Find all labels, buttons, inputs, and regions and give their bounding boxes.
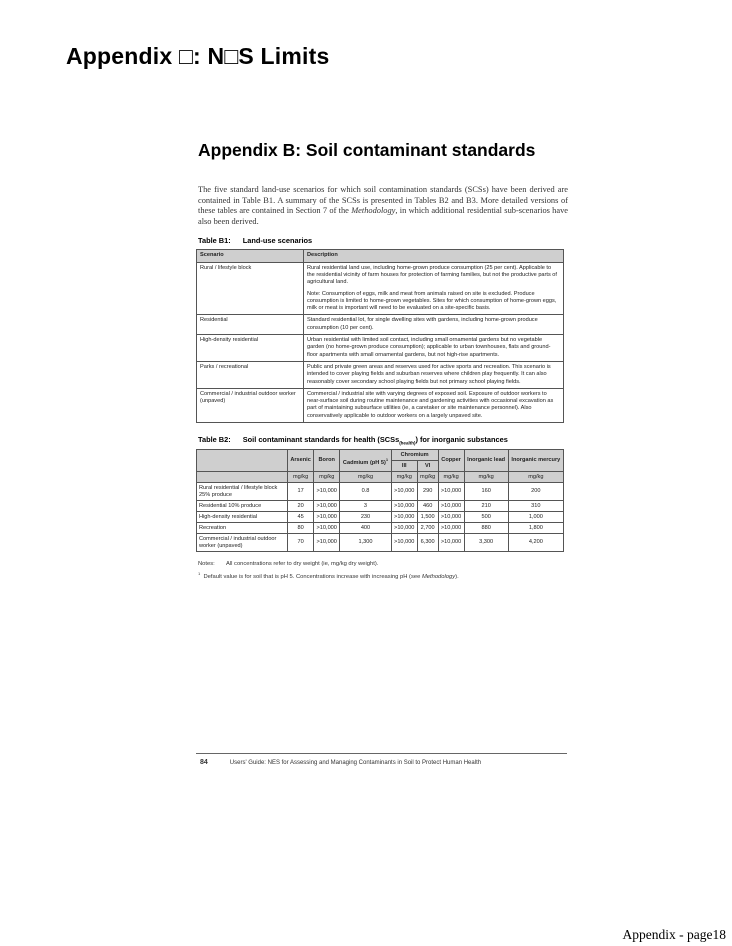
value-cell: 20	[288, 501, 314, 512]
unit-cell: mg/kg	[288, 472, 314, 483]
intro-paragraph: The five standard land-use scenarios for which soil contamination standards (SCSs) have been derived are contained in Table B1. A summary of the SCSs is presented in Tables B2 and B3. More detailed versions of these tables are contained in Section 7 of the Methodology, in which additional residential sub-scenarios have also been derived.	[198, 185, 568, 226]
description-cell: Commercial / industrial site with varying degrees of exposed soil. Exposure of outdoor workers to near-surface soil during routine maintenance and gardening activities with occasional excavation as part of maintaining subsurface utilities (ie, a caretaker or site maintenance personnel). Also conservatively applicable to outdoor workers on a largely unpaved site.	[304, 388, 564, 422]
description-cell: Urban residential with limited soil contact, including small ornamental gardens but no vegetable garden (no home-grown produce consumption); applicable to urban townhouses, flats and ground-floor apartments with small ornamental gardens, but not high-rise apartments.	[304, 335, 564, 362]
table-row	[197, 534, 564, 552]
value-cell: 1,300	[340, 534, 391, 552]
footer-divider	[196, 753, 567, 754]
unit-cell: mg/kg	[464, 472, 508, 483]
page-footer: Appendix - page18	[622, 927, 726, 942]
header-chromium: Chromium	[391, 450, 438, 461]
table-row	[197, 361, 564, 388]
scenario-cell: Parks / recreational	[197, 361, 304, 388]
embedded-footer	[200, 759, 481, 766]
description-cell: Rural residential land use, including home-grown produce consumption (25 per cent). Applicable to the residential vicinity of farm houses for protection of farming families, but not the productive parts of agricultural land. Note: Consumption of eggs, milk and meat from animals raised on site is excluded. Produce consumption is limited to home-grown vegetables. Sites for which consumption of home-grown eggs, milk or meat is important will need to be evaluated on a site-specific basis.	[304, 262, 564, 315]
value-cell: 160	[464, 483, 508, 501]
table-row	[197, 388, 564, 422]
table-b1	[196, 249, 564, 423]
value-cell: 6,300	[417, 534, 438, 552]
embedded-footer-text: Users' Guide: NES for Assessing and Managing Contaminants in Soil to Protect Human Health	[229, 760, 482, 766]
table-row	[197, 335, 564, 362]
value-cell: 200	[508, 483, 563, 501]
row-label: Recreation	[197, 523, 288, 534]
value-cell: >10,000	[314, 534, 340, 552]
page-heading: Appendix □: N□S Limits	[66, 43, 330, 69]
row-label: High-density residential	[197, 512, 288, 523]
scenario-cell: Rural / lifestyle block	[197, 262, 304, 315]
value-cell: >10,000	[391, 534, 417, 552]
row-label: Rural residential / lifestyle block 25% produce	[197, 483, 288, 501]
value-cell: >10,000	[391, 523, 417, 534]
value-cell: >10,000	[314, 512, 340, 523]
scenario-cell: High-density residential	[197, 335, 304, 362]
value-cell: 1,500	[417, 512, 438, 523]
embedded-title: Appendix B: Soil contaminant standards	[198, 140, 536, 160]
embedded-document-image	[196, 140, 568, 582]
value-cell: 500	[464, 512, 508, 523]
unit-cell: mg/kg	[391, 472, 417, 483]
header-scenario: Scenario	[197, 250, 304, 262]
value-cell: 290	[417, 483, 438, 501]
table-row	[197, 262, 564, 315]
header-arsenic: Arsenic	[288, 450, 314, 472]
embedded-page-number: 84	[200, 759, 208, 766]
value-cell: >10,000	[314, 483, 340, 501]
unit-cell: mg/kg	[417, 472, 438, 483]
value-cell: >10,000	[438, 483, 464, 501]
table-b1-caption: Table B1: Land-use scenarios	[198, 236, 313, 246]
table-row	[197, 501, 564, 512]
value-cell: 4,200	[508, 534, 563, 552]
value-cell: 80	[288, 523, 314, 534]
value-cell: 3	[340, 501, 391, 512]
value-cell: >10,000	[391, 483, 417, 501]
value-cell: 880	[464, 523, 508, 534]
value-cell: >10,000	[314, 501, 340, 512]
header-description: Description	[304, 250, 564, 262]
table-b2-notes: Notes: All concentrations refer to dry weight (ie, mg/kg dry weight). $^1$ Default value is for soil that is pH 5. Concentrations increase with increasing pH (see Methodology).	[198, 561, 459, 581]
value-cell: >10,000	[438, 501, 464, 512]
value-cell: 400	[340, 523, 391, 534]
header-chromium-iii: III	[391, 461, 417, 472]
table-row	[197, 512, 564, 523]
value-cell: 310	[508, 501, 563, 512]
table-row	[197, 315, 564, 335]
value-cell: 1,800	[508, 523, 563, 534]
value-cell: 0.8	[340, 483, 391, 501]
header-copper: Copper	[438, 450, 464, 472]
value-cell: 3,300	[464, 534, 508, 552]
header-chromium-vi: VI	[417, 461, 438, 472]
unit-cell: mg/kg	[314, 472, 340, 483]
table-b2	[196, 449, 564, 552]
value-cell: 17	[288, 483, 314, 501]
value-cell: >10,000	[438, 534, 464, 552]
unit-cell: mg/kg	[438, 472, 464, 483]
value-cell: 230	[340, 512, 391, 523]
header-inorganic-lead: Inorganic lead	[464, 450, 508, 472]
header-inorganic-mercury: Inorganic mercury	[508, 450, 563, 472]
units-row	[197, 472, 564, 483]
table-b2-caption: Table B2: Soil contaminant standards for health (SCSs$_{(health)}$) for inorganic substances	[198, 435, 508, 446]
table-row	[197, 523, 564, 534]
table-row	[197, 483, 564, 501]
unit-cell: mg/kg	[340, 472, 391, 483]
value-cell: 460	[417, 501, 438, 512]
header-cadmium: Cadmium (pH 5)$^1$	[340, 450, 391, 472]
value-cell: 2,700	[417, 523, 438, 534]
value-cell: >10,000	[391, 512, 417, 523]
value-cell: >10,000	[438, 512, 464, 523]
unit-cell: mg/kg	[508, 472, 563, 483]
value-cell: >10,000	[391, 501, 417, 512]
value-cell: >10,000	[314, 523, 340, 534]
header-boron: Boron	[314, 450, 340, 472]
header-substance-blank	[197, 450, 288, 472]
value-cell: 70	[288, 534, 314, 552]
scenario-cell: Residential	[197, 315, 304, 335]
value-cell: 1,000	[508, 512, 563, 523]
value-cell: >10,000	[438, 523, 464, 534]
description-cell: Public and private green areas and reserves used for active sports and recreation. This scenario is intended to cover playing fields and suburban reserves where children play frequently. It can also reasonably cover secondary school playing fields but not primary school playing fields.	[304, 361, 564, 388]
description-cell: Standard residential lot, for single dwelling sites with gardens, including home-grown produce consumption (10 per cent).	[304, 315, 564, 335]
value-cell: 45	[288, 512, 314, 523]
row-label: Commercial / industrial outdoor worker (unpaved)	[197, 534, 288, 552]
value-cell: 210	[464, 501, 508, 512]
scenario-cell: Commercial / industrial outdoor worker (unpaved)	[197, 388, 304, 422]
row-label: Residential 10% produce	[197, 501, 288, 512]
